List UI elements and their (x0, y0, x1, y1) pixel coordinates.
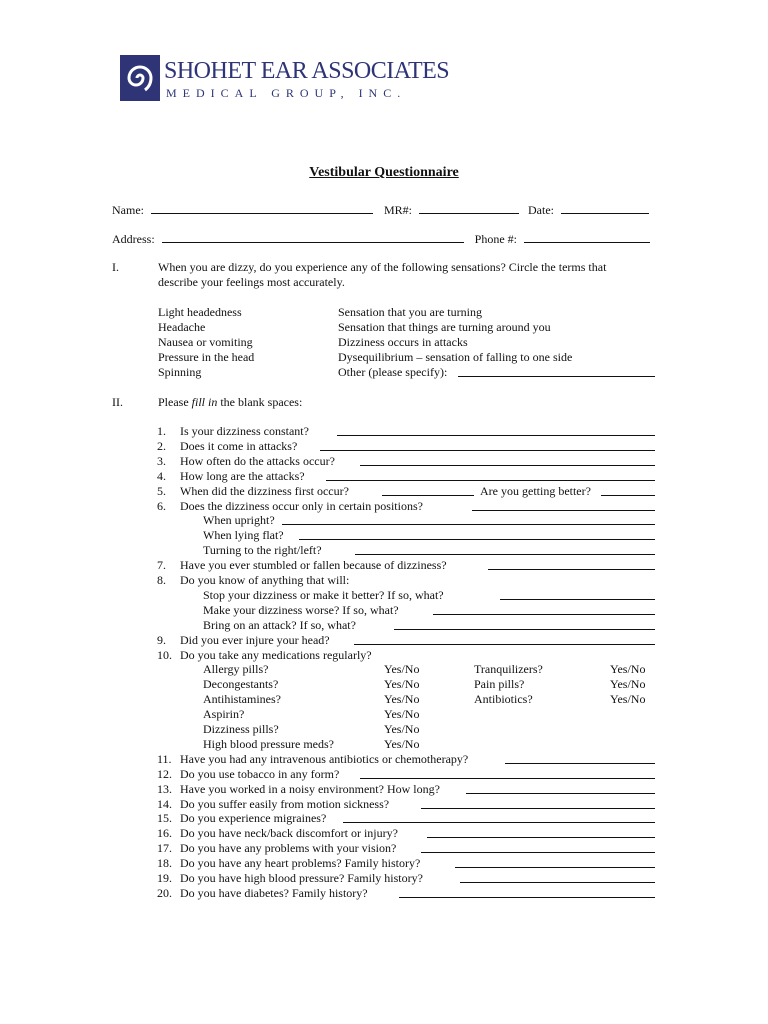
date-field[interactable] (561, 202, 649, 214)
question-text: Do you suffer easily from motion sickness? (180, 796, 390, 811)
question-number: 3. (157, 453, 166, 468)
medication-yes-no[interactable]: Yes/No (610, 662, 646, 677)
other-sensation-field[interactable] (458, 365, 655, 377)
address-label: Address: (112, 232, 155, 246)
question-text: Have you worked in a noisy environment? How long? (180, 781, 440, 796)
address-field[interactable] (162, 231, 464, 243)
question-text: Do you experience migraines? (180, 811, 327, 826)
sensation-term[interactable]: Dizziness occurs in attacks (338, 335, 468, 349)
medication-yes-no[interactable]: Yes/No (384, 677, 420, 692)
medication-yes-no[interactable]: Yes/No (384, 707, 420, 722)
section-2-prompt: Please fill in the blank spaces: (158, 395, 303, 409)
question-text: Have you had any intravenous antibiotics or chemotherapy? (180, 751, 469, 766)
page-title: Vestibular Questionnaire (309, 165, 459, 180)
question-number: 2. (157, 438, 166, 453)
question-text: Do you take any medications regularly? (180, 647, 372, 662)
question-number: 7. (157, 558, 166, 573)
medication-yes-no[interactable]: Yes/No (384, 736, 420, 751)
section-1-prompt-line-1: When you are dizzy, do you experience any of the following sensations? Circle the terms that (158, 260, 607, 274)
mr-field[interactable] (419, 202, 519, 214)
question-text: Make your dizziness worse? If so, what? (203, 602, 399, 617)
answer-field[interactable] (337, 424, 655, 436)
sensation-term[interactable]: Nausea or vomiting (158, 335, 253, 349)
sensation-term[interactable]: Headache (158, 320, 206, 334)
sensation-term[interactable]: Other (please specify): (338, 365, 448, 379)
question-number: 15. (157, 811, 172, 826)
medication-name: Antihistamines? (203, 692, 281, 707)
section-2-numeral: II. (112, 395, 123, 409)
answer-field[interactable] (399, 886, 655, 898)
answer-field[interactable] (355, 543, 655, 555)
question-text: Bring on an attack? If so, what? (203, 617, 356, 632)
date-label: Date: (528, 203, 555, 217)
question-number: 19. (157, 871, 172, 885)
medication-name: Pain pills? (474, 677, 525, 692)
answer-field[interactable] (427, 826, 655, 838)
sensation-term[interactable]: Sensation that things are turning around you (338, 320, 551, 334)
answer-field[interactable] (421, 841, 655, 853)
company-logo (120, 55, 450, 105)
medication-yes-no[interactable]: Yes/No (384, 692, 420, 707)
answer-field[interactable] (500, 588, 655, 600)
question-text: Have you ever stumbled or fallen because of dizziness? (180, 558, 447, 573)
medication-yes-no[interactable]: Yes/No (384, 662, 420, 677)
answer-field[interactable] (455, 856, 655, 868)
question-text: Do you have neck/back discomfort or injury? (180, 826, 398, 841)
medication-yes-no[interactable]: Yes/No (610, 677, 646, 692)
address-row (112, 231, 650, 247)
medication-yes-no[interactable]: Yes/No (384, 722, 420, 736)
sensation-term[interactable]: Light headedness (158, 305, 242, 319)
medication-name: Decongestants? (203, 677, 279, 692)
answer-field[interactable] (488, 558, 655, 570)
question-text: Did you ever injure your head? (180, 632, 330, 647)
name-field[interactable] (151, 202, 373, 214)
question-number: 5. (157, 483, 166, 498)
question-text: When lying flat? (203, 528, 284, 543)
question-number: 8. (157, 573, 166, 587)
medication-name: Tranquilizers? (474, 662, 543, 677)
answer-field[interactable] (394, 618, 655, 630)
question-text: Do you have any problems with your vision? (180, 841, 397, 856)
answer-field[interactable] (360, 767, 655, 779)
question-text: When upright? (203, 513, 275, 528)
answer-field[interactable] (299, 528, 655, 540)
question-number: 1. (157, 424, 166, 438)
question-number: 16. (157, 826, 172, 841)
question-text: Turning to the right/left? (203, 543, 322, 558)
answer-field[interactable] (343, 811, 655, 823)
question-number: 11. (157, 751, 172, 766)
answer-field[interactable] (601, 484, 655, 496)
answer-field[interactable] (421, 797, 655, 809)
phone-label: Phone #: (474, 232, 518, 246)
question-number: 13. (157, 781, 172, 796)
sensation-term[interactable]: Spinning (158, 365, 202, 379)
answer-field[interactable] (320, 439, 655, 451)
company-name: SHOHET EAR ASSOCIATES (164, 58, 450, 84)
answer-field[interactable] (466, 782, 655, 794)
question-text: Is your dizziness constant? (180, 424, 309, 438)
question-number: 4. (157, 468, 166, 483)
section-1-prompt-line-2: describe your feelings most accurately. (158, 275, 345, 289)
question-text: Do you have diabetes? Family history? (180, 885, 368, 900)
medication-name: Dizziness pills? (203, 722, 279, 736)
question-number: 9. (157, 632, 166, 647)
answer-field[interactable] (460, 871, 655, 883)
question-text: Are you getting better? (480, 483, 591, 498)
question-text: Do you have high blood pressure? Family history? (180, 871, 423, 885)
answer-field[interactable] (326, 469, 655, 481)
company-subtitle: MEDICAL GROUP, INC. (166, 86, 407, 100)
answer-field[interactable] (354, 633, 655, 645)
question-number: 6. (157, 498, 166, 513)
question-text: Does the dizziness occur only in certain positions? (180, 498, 423, 513)
medication-name: Antibiotics? (474, 692, 533, 707)
question-text: Do you use tobacco in any form? (180, 766, 340, 781)
question-number: 18. (157, 856, 172, 871)
question-text: Does it come in attacks? (180, 438, 298, 453)
section-1-numeral: I. (112, 260, 119, 274)
question-number: 10. (157, 647, 172, 662)
sensation-term[interactable]: Pressure in the head (158, 350, 255, 364)
fill-in-emphasis: fill in (191, 395, 218, 409)
question-text: How long are the attacks? (180, 468, 305, 483)
question-number: 14. (157, 796, 172, 811)
question-text: How often do the attacks occur? (180, 453, 335, 468)
spiral-ear-logo-icon (120, 55, 160, 101)
medication-name: High blood pressure meds? (203, 736, 334, 751)
medication-name: Aspirin? (203, 707, 245, 722)
answer-field[interactable] (382, 484, 474, 496)
question-text: When did the dizziness first occur? (180, 483, 349, 498)
question-text: Do you know of anything that will: (180, 573, 350, 587)
question-number: 20. (157, 885, 172, 900)
mr-label: MR#: (384, 203, 413, 217)
question-text: Do you have any heart problems? Family history? (180, 856, 421, 871)
answer-field[interactable] (505, 752, 655, 764)
sensation-term[interactable]: Dysequilibrium – sensation of falling to one side (338, 350, 573, 364)
name-row (112, 202, 649, 218)
question-number: 17. (157, 841, 172, 856)
name-label: Name: (112, 203, 144, 217)
answer-field[interactable] (433, 603, 655, 615)
medication-name: Allergy pills? (203, 662, 269, 677)
sensation-term[interactable]: Sensation that you are turning (338, 305, 482, 319)
medication-yes-no[interactable]: Yes/No (610, 692, 646, 707)
question-number: 12. (157, 766, 172, 781)
answer-field[interactable] (282, 513, 655, 525)
question-text: Stop your dizziness or make it better? If so, what? (203, 587, 444, 602)
answer-field[interactable] (360, 454, 655, 466)
phone-field[interactable] (524, 231, 650, 243)
answer-field[interactable] (472, 499, 655, 511)
